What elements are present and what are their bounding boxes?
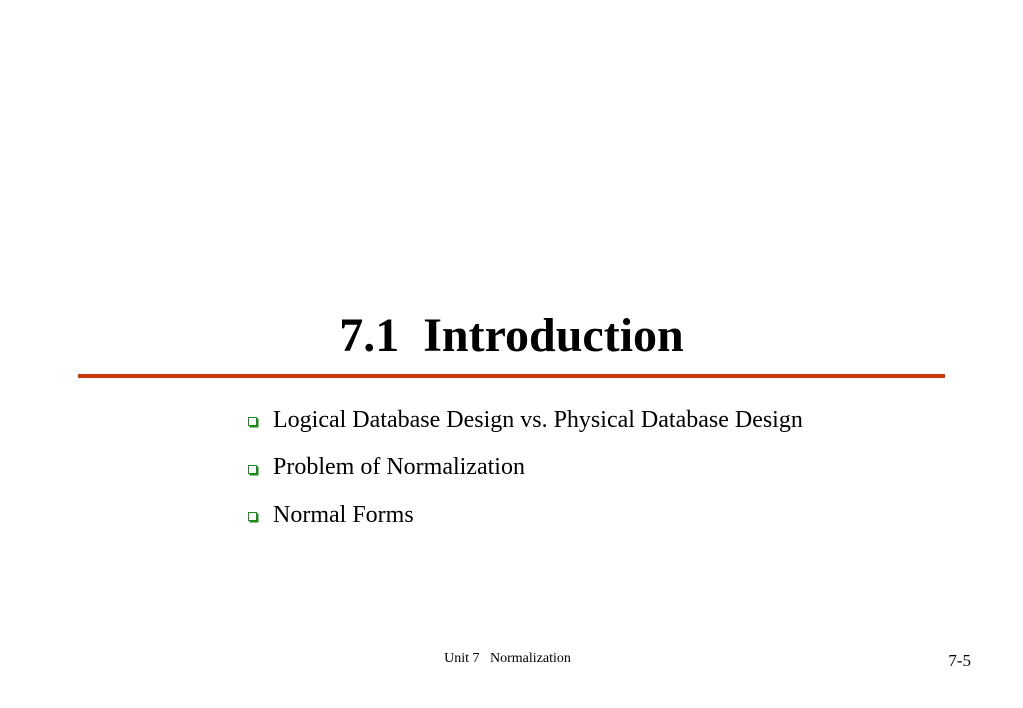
square-bullet-icon (248, 512, 257, 521)
square-bullet-icon (248, 465, 257, 474)
bullet-text: Normal Forms (273, 501, 414, 528)
list-item (248, 452, 803, 484)
slide-title: 7.1 Introduction (339, 309, 684, 362)
list-item (248, 404, 803, 436)
title-underline (78, 374, 945, 378)
footer-unit-label: Unit 7 Normalization (444, 651, 571, 666)
bullet-text: Logical Database Design vs. Physical Database Design (273, 406, 803, 433)
list-item (248, 499, 803, 531)
bullet-text: Problem of Normalization (273, 454, 525, 480)
square-bullet-icon (248, 417, 257, 426)
page-number: 7-5 (948, 651, 971, 670)
bullet-list (248, 404, 803, 547)
